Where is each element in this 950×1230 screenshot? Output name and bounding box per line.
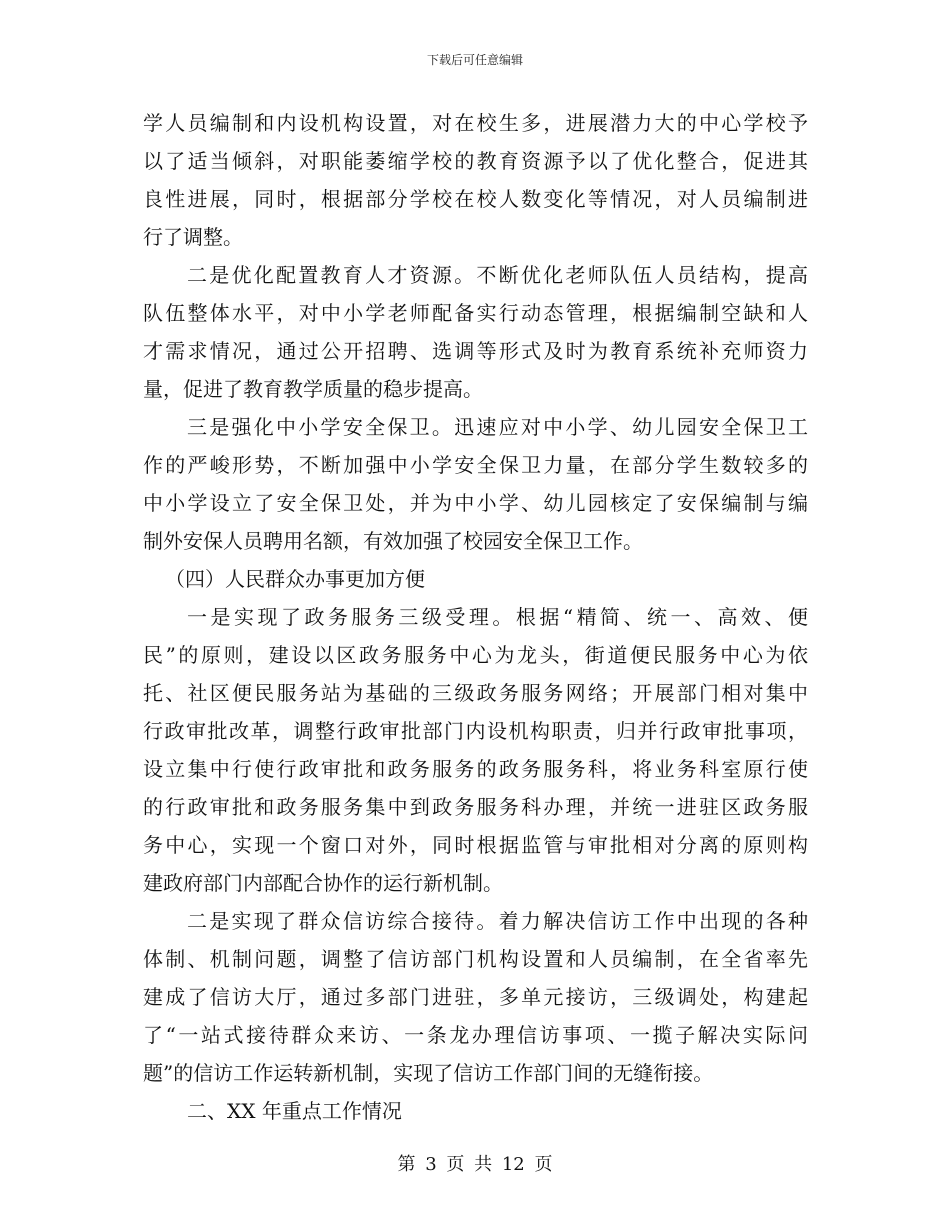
body-text-line: 托、社区便民服务站为基础的三级政务服务网络；开展部门相对集中 [143, 681, 808, 705]
body-text-line: 二、XX 年重点工作情况 [187, 1099, 402, 1123]
body-text-line: 队伍整体水平，对中小学老师配备实行动态管理，根据编制空缺和人 [143, 301, 808, 325]
body-text-line: 二是实现了群众信访综合接待。着力解决信访工作中出现的各种 [187, 909, 808, 933]
body-text-line: 制外安保人员聘用名额，有效加强了校园安全保卫工作。 [143, 529, 643, 553]
body-text-line: 行政审批改革，调整行政审批部门内设机构职责，归并行政审批事项， [143, 719, 808, 743]
body-text-line: 中小学设立了安全保卫处，并为中小学、幼儿园核定了安保编制与编 [143, 491, 808, 515]
body-text-line: 务中心，实现一个窗口对外，同时根据监管与审批相对分离的原则构 [143, 833, 808, 857]
body-text-line: 三是强化中小学安全保卫。迅速应对中小学、幼儿园安全保卫工 [187, 415, 808, 439]
page-footer: 第 3 页 共 12 页 [397, 1154, 553, 1175]
section-heading: （四）人民群众办事更加方便 [165, 567, 425, 591]
page-header: 下载后可任意编辑 [426, 53, 523, 67]
body-text-line: 才需求情况，通过公开招聘、选调等形式及时为教育系统补充师资力 [143, 339, 808, 363]
body-text-line: 一是实现了政务服务三级受理。根据“精简、统一、高效、便 [187, 605, 808, 629]
body-text-line: 了“一站式接待群众来访、一条龙办理信访事项、一揽子解决实际问 [143, 1023, 808, 1047]
body-text-line: 设立集中行使行政审批和政务服务的政务服务科，将业务科室原行使 [143, 757, 808, 781]
body-text-line: 学人员编制和内设机构设置，对在校生多，进展潜力大的中心学校予 [143, 111, 808, 135]
body-text-line: 以了适当倾斜，对职能萎缩学校的教育资源予以了优化整合，促进其 [143, 149, 808, 173]
body-text-line: 的行政审批和政务服务集中到政务服务科办理，并统一进驻区政务服 [143, 795, 808, 819]
body-text-line: 二是优化配置教育人才资源。不断优化老师队伍人员结构，提高 [187, 263, 808, 287]
body-text-line: 建成了信访大厅，通过多部门进驻，多单元接访，三级调处，构建起 [143, 985, 808, 1009]
document-body [143, 104, 808, 1130]
body-text-line: 行了调整。 [143, 225, 243, 249]
body-text-line: 题”的信访工作运转新机制，实现了信访工作部门间的无缝衔接。 [143, 1061, 714, 1085]
body-text-line: 量，促进了教育教学质量的稳步提高。 [143, 377, 483, 401]
body-text-line: 民”的原则，建设以区政务服务中心为龙头，街道便民服务中心为依 [143, 643, 808, 667]
body-text-line: 体制、机制问题，调整了信访部门机构设置和人员编制，在全省率先 [143, 947, 808, 971]
body-text-line: 建政府部门内部配合协作的运行新机制。 [143, 871, 503, 895]
body-text-line: 良性进展，同时，根据部分学校在校人数变化等情况，对人员编制进 [143, 187, 808, 211]
body-text-line: 作的严峻形势，不断加强中小学安全保卫力量，在部分学生数较多的 [143, 453, 808, 477]
